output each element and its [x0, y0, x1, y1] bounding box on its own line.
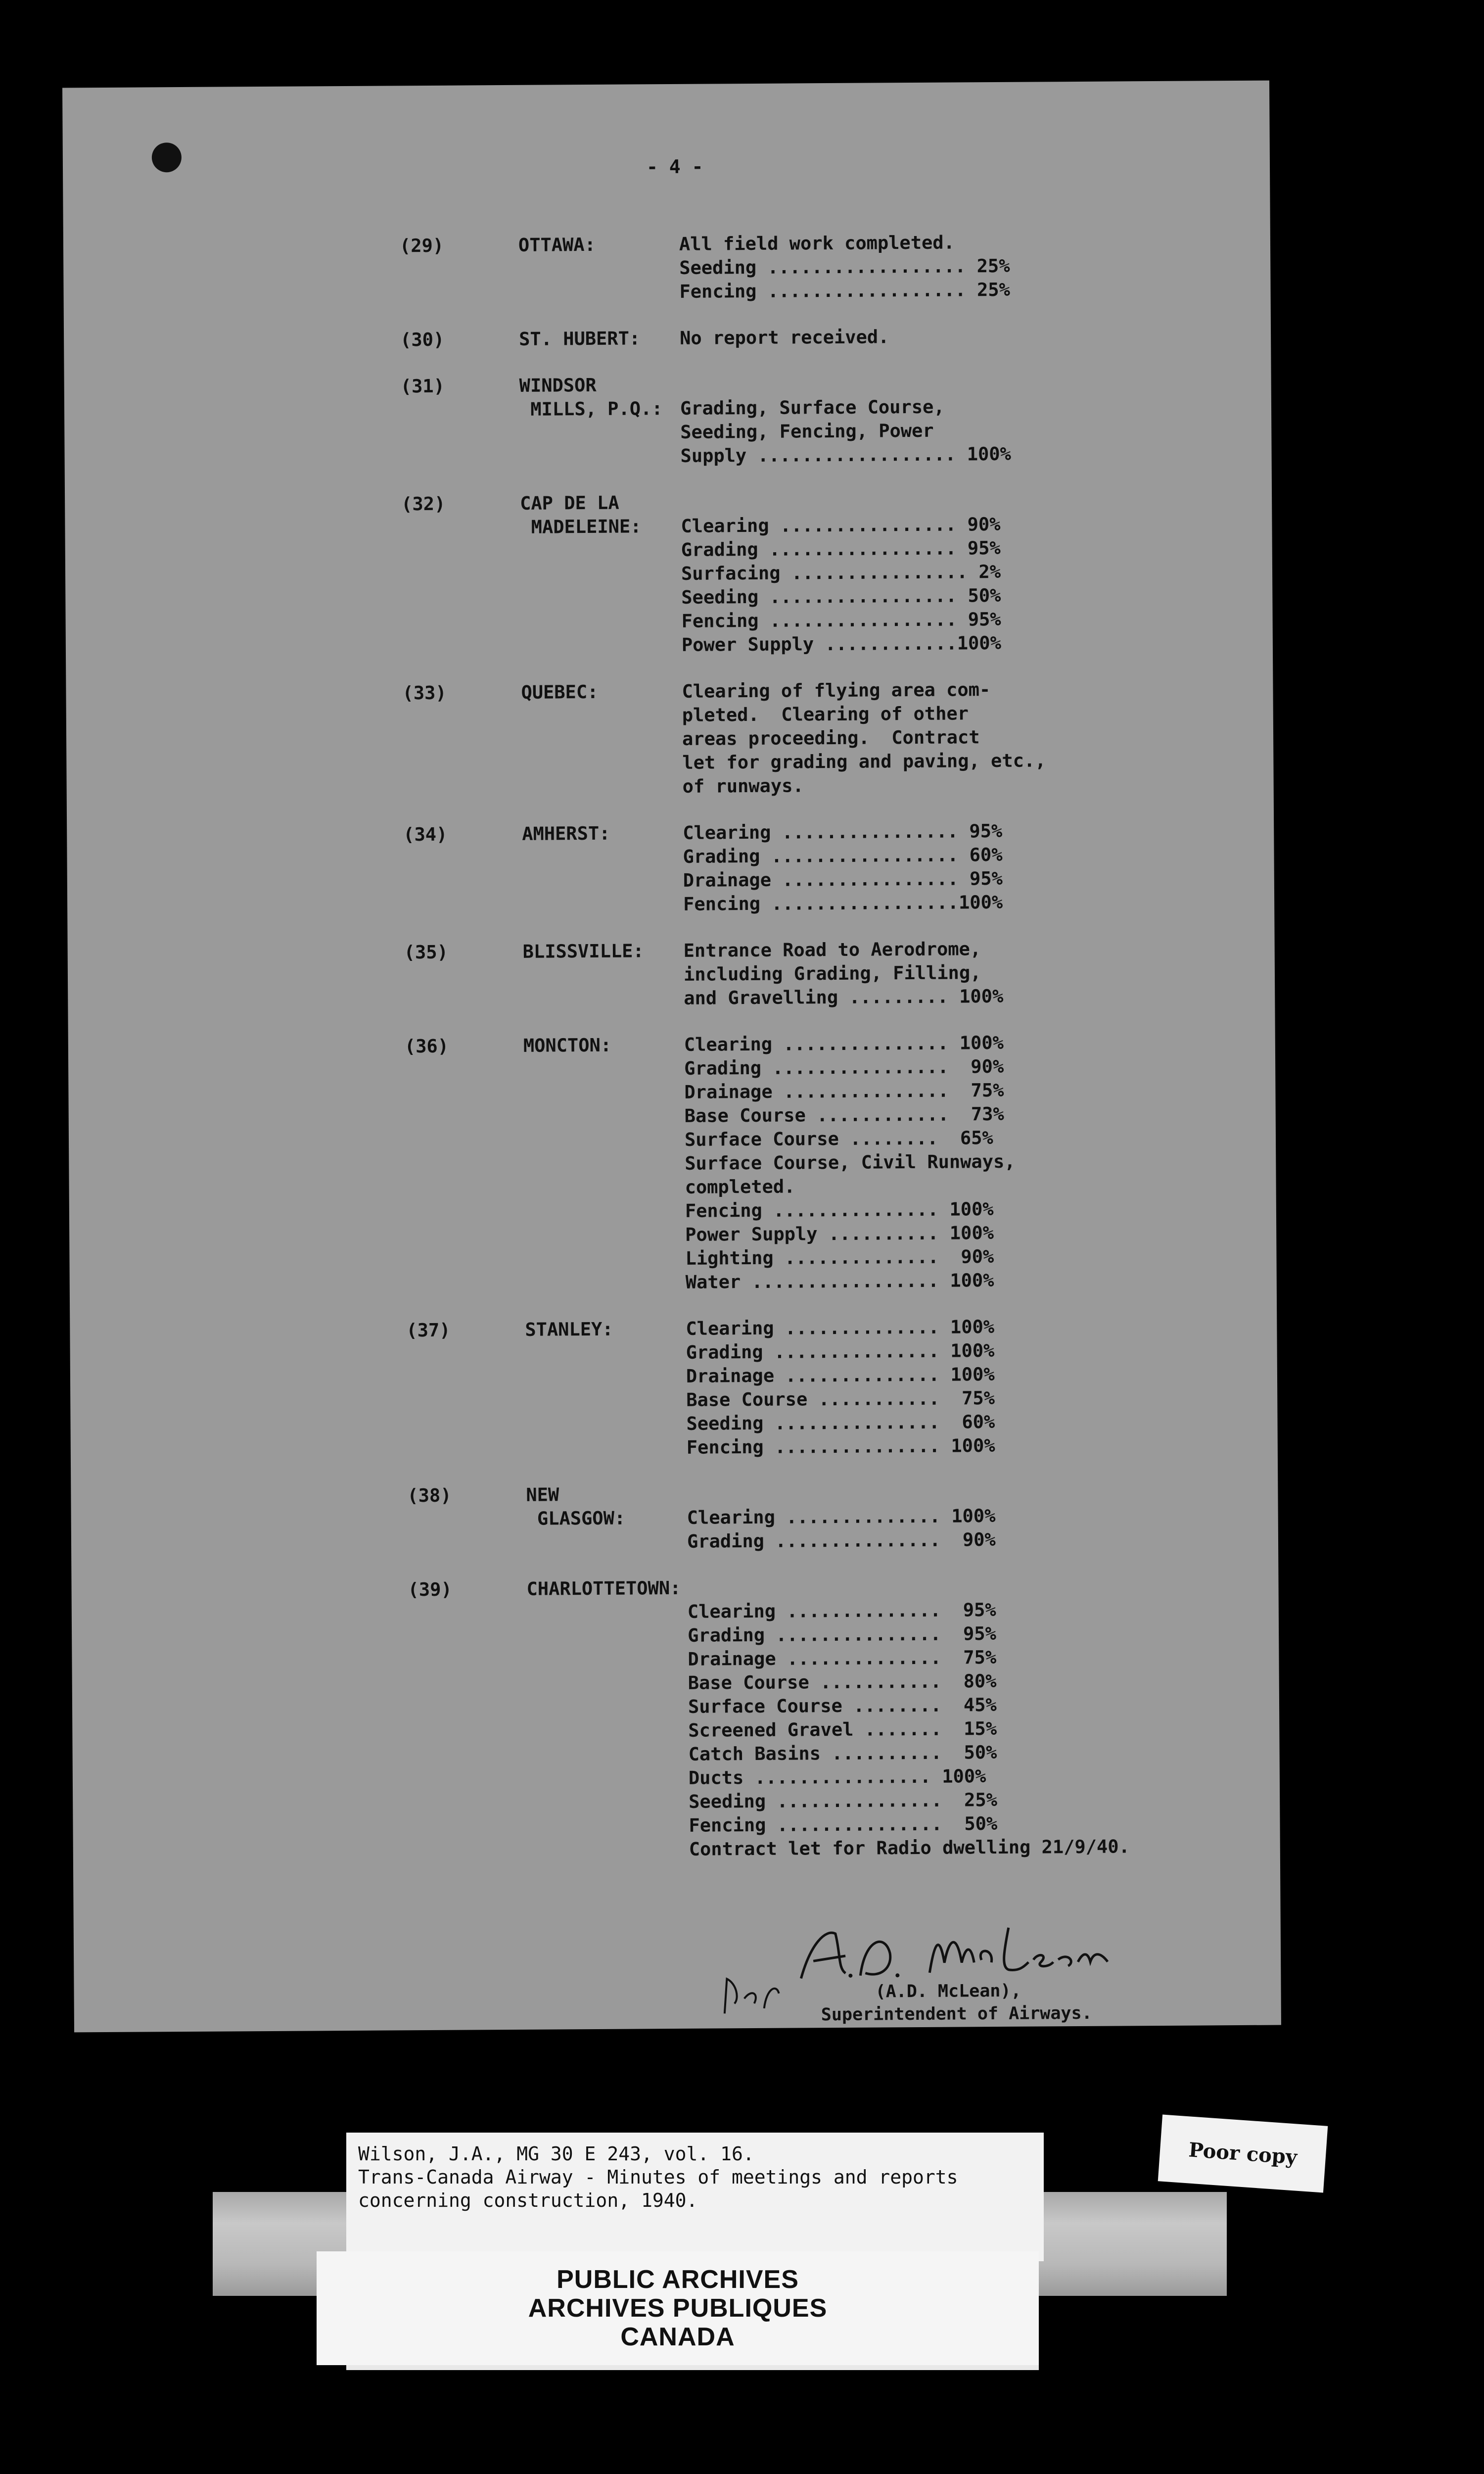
entry-location: NEW GLASGOW:	[526, 1484, 626, 1529]
detail-line: Base Course ........... 75%	[686, 1387, 995, 1411]
detail-line: Clearing ............... 100%	[684, 1032, 1004, 1055]
detail-line: let for grading and paving, etc.,	[682, 750, 1046, 773]
entry-location: STANLEY:	[525, 1318, 613, 1340]
detail-line: Clearing .............. 100%	[687, 1505, 996, 1528]
entry-details	[686, 1315, 995, 1460]
entry-details	[680, 371, 1011, 468]
detail-line: Grading ................. 60%	[683, 844, 1003, 867]
detail-line: Grading ............... 95%	[688, 1623, 997, 1646]
detail-line: Supply .................. 100%	[680, 443, 1011, 467]
detail-line: Fencing ................. 95%	[681, 608, 1001, 632]
report-entry	[68, 1030, 1275, 1293]
detail-line: Clearing ................ 90%	[681, 513, 1001, 537]
label-line-1: Wilson, J.A., MG 30 E 243, vol. 16.	[358, 2143, 754, 2165]
detail-line: Grading ............... 100%	[686, 1340, 995, 1363]
detail-line: Seeding, Fencing, Power	[680, 420, 934, 443]
detail-line	[680, 371, 1011, 397]
public-archives-stamp	[317, 2251, 1039, 2365]
entry-number: (31)	[400, 375, 445, 397]
detail-line: Fencing ............... 100%	[686, 1435, 995, 1458]
entry-number: (30)	[400, 329, 445, 351]
entry-details	[680, 325, 889, 350]
entry-details	[683, 819, 1003, 916]
report-entry	[70, 1314, 1277, 1458]
entry-location: WINDSOR MILLS, P.Q.:	[519, 374, 663, 420]
detail-line: Fencing .................. 25%	[679, 279, 1010, 302]
detail-line: No report received.	[680, 326, 889, 349]
detail-line: Drainage .............. 75%	[688, 1647, 997, 1670]
stamp-line-1: PUBLIC ARCHIVES	[556, 2265, 799, 2294]
entry-number: (37)	[406, 1319, 451, 1341]
report-entry	[65, 487, 1272, 656]
report-entry	[67, 818, 1274, 915]
detail-line: Surface Course ........ 65%	[684, 1127, 993, 1150]
entry-location: QUEBEC:	[521, 681, 599, 703]
detail-line: pleted. Clearing of other	[682, 703, 969, 726]
detail-line: Grading ............... 90%	[687, 1529, 996, 1552]
entry-details	[687, 1573, 1130, 1861]
detail-line: Grading, Surface Course,	[680, 396, 945, 419]
entry-number: (36)	[404, 1035, 449, 1057]
stamp-line-3: CANADA	[620, 2323, 735, 2351]
detail-line: Ducts ................ 100%	[688, 1765, 986, 1789]
entry-number: (34)	[403, 823, 448, 846]
detail-line: Grading ................ 90%	[684, 1055, 1004, 1079]
report-entry	[71, 1573, 1278, 1860]
detail-line	[681, 489, 1000, 515]
detail-line: completed.	[685, 1176, 795, 1198]
label-line-2: Trans-Canada Airway - Minutes of meetings and reports	[358, 2166, 958, 2188]
detail-line: Seeding ................. 50%	[681, 584, 1001, 608]
entry-details	[679, 231, 1010, 304]
entry-location: CHARLOTTETOWN:	[526, 1577, 681, 1600]
label-line-3: concerning construction, 1940.	[358, 2189, 698, 2211]
entry-number: (33)	[402, 682, 447, 704]
entry-location: ST. HUBERT:	[519, 328, 641, 350]
entry-number: (32)	[401, 493, 446, 515]
detail-line: Surfacing ................ 2%	[681, 561, 1001, 584]
detail-line: of runways.	[682, 775, 804, 797]
detail-line: Fencing ............... 50%	[689, 1813, 998, 1836]
detail-line: Seeding ............... 60%	[686, 1411, 995, 1434]
detail-line: Clearing of flying area com-	[682, 679, 991, 702]
entry-details	[684, 937, 1004, 1010]
report-entry	[63, 229, 1270, 302]
report-entries	[62, 81, 1281, 2033]
detail-line: Contract let for Radio dwelling 21/9/40.	[689, 1836, 1130, 1860]
detail-line: Fencing .................100%	[683, 891, 1003, 915]
entry-details	[681, 489, 1001, 657]
page-number: - 4 -	[646, 155, 703, 178]
detail-line: including Grading, Filling,	[683, 962, 981, 985]
detail-line: Power Supply .......... 100%	[685, 1222, 994, 1245]
detail-line: Seeding .................. 25%	[679, 255, 1010, 279]
entry-details	[684, 1031, 1016, 1294]
detail-line: Clearing .............. 100%	[686, 1316, 995, 1339]
entry-location: BLISSVILLE:	[522, 940, 644, 962]
entry-location: CAP DE LA MADELEINE:	[520, 492, 642, 538]
detail-line: areas proceeding. Contract	[682, 726, 980, 750]
poor-copy-tag: Poor copy	[1158, 2114, 1328, 2192]
report-entry	[64, 323, 1271, 351]
report-entry	[68, 936, 1275, 1009]
detail-line: Drainage .............. 100%	[686, 1364, 995, 1387]
detail-line	[687, 1573, 1128, 1600]
document-sheet	[62, 81, 1281, 2033]
entry-location: OTTAWA:	[518, 234, 596, 256]
stamp-line-2: ARCHIVES PUBLIQUES	[528, 2294, 828, 2323]
detail-line: All field work completed.	[679, 232, 955, 255]
detail-line: Catch Basins .......... 50%	[688, 1742, 997, 1765]
detail-line: Screened Gravel ....... 15%	[688, 1718, 997, 1741]
signature-caption: (A.D. McLean), Superintendent of Airways.	[821, 1981, 1092, 2025]
entry-number: (35)	[404, 941, 448, 963]
detail-line: Lighting .............. 90%	[685, 1246, 994, 1269]
detail-line: Fencing ............... 100%	[685, 1198, 994, 1222]
report-entry	[64, 370, 1271, 467]
detail-line: Surface Course ........ 45%	[688, 1694, 997, 1717]
entry-location: AMHERST:	[522, 822, 610, 845]
detail-line: Power Supply ............100%	[681, 632, 1002, 656]
detail-line: Clearing .............. 95%	[687, 1599, 996, 1622]
report-entry	[71, 1479, 1278, 1552]
detail-line: Drainage ............... 75%	[684, 1079, 1004, 1103]
detail-line: Water ................. 100%	[685, 1270, 994, 1293]
detail-line: Surface Course, Civil Runways,	[685, 1150, 1016, 1174]
archive-reference-label	[346, 2133, 1044, 2261]
detail-line: Entrance Road to Aerodrome,	[683, 938, 981, 961]
entry-details	[682, 677, 1046, 798]
detail-line: Seeding ............... 25%	[689, 1789, 998, 1812]
detail-line: Base Course ............ 73%	[684, 1103, 1004, 1127]
entry-number: (29)	[399, 235, 444, 257]
detail-line: Grading ................. 95%	[681, 537, 1001, 561]
entry-details	[687, 1480, 996, 1554]
detail-line: Clearing ................ 95%	[683, 820, 1003, 844]
report-entry	[66, 676, 1273, 797]
entry-location: MONCTON:	[523, 1034, 612, 1056]
detail-line: and Gravelling ......... 100%	[684, 985, 1004, 1009]
entry-number: (39)	[408, 1578, 452, 1601]
detail-line	[687, 1480, 995, 1506]
detail-line: Base Course ........... 80%	[688, 1670, 997, 1694]
detail-line: Drainage ................ 95%	[683, 867, 1003, 891]
entry-number: (38)	[407, 1484, 452, 1507]
